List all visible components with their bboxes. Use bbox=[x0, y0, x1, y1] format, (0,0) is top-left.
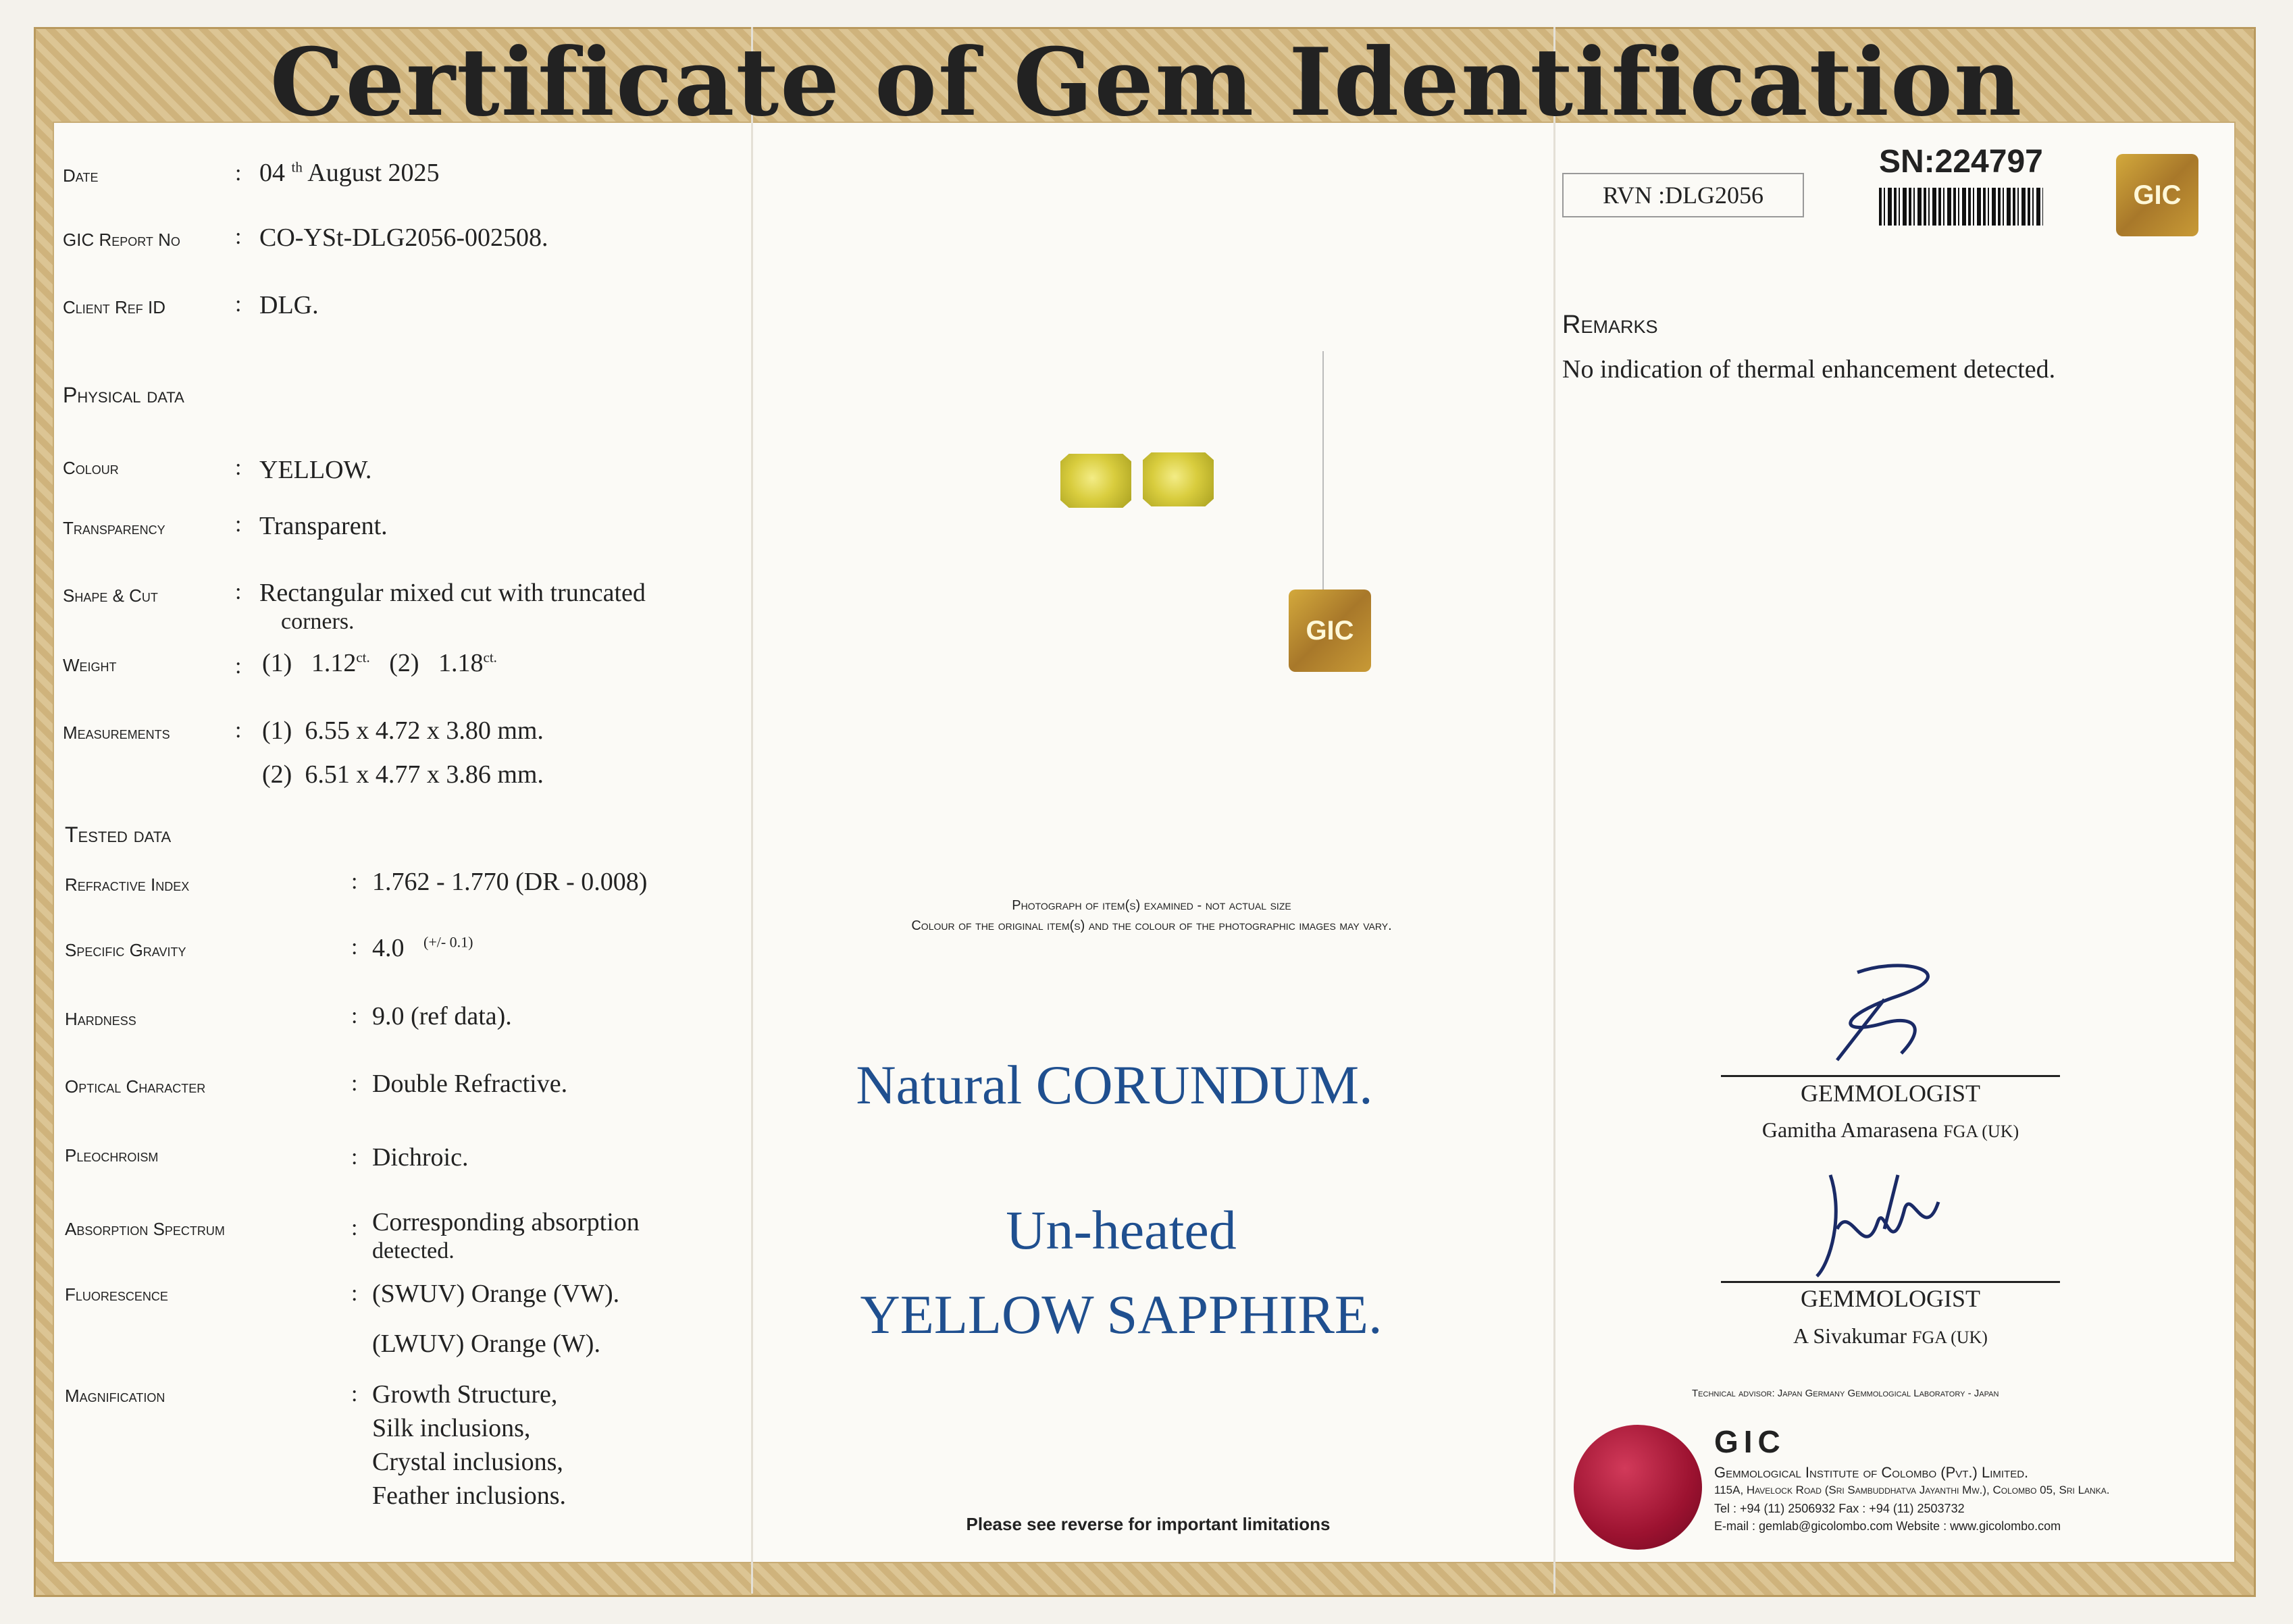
gic-hologram-sticker: GIC bbox=[2116, 154, 2198, 236]
report-value: CO-YSt-DLG2056-002508. bbox=[259, 224, 548, 252]
gemmologist-1-name: Gamitha Amarasena FGA (UK) bbox=[1761, 1118, 2019, 1142]
signature-line-2 bbox=[1721, 1281, 2060, 1283]
gem-photo-2 bbox=[1143, 452, 1214, 506]
colour-value: YELLOW. bbox=[259, 456, 372, 484]
result-treatment: Un-heated bbox=[1006, 1199, 1237, 1261]
colon: : bbox=[235, 224, 242, 249]
colon: : bbox=[351, 935, 358, 960]
fluorescence-value-2: (LWUV) Orange (W). bbox=[372, 1330, 600, 1358]
pleochroism-value: Dichroic. bbox=[372, 1143, 469, 1172]
measure-label: Measurements bbox=[63, 723, 170, 743]
measure-value-2: (2) 6.51 x 4.77 x 3.86 mm. bbox=[262, 760, 544, 789]
photo-note-1: Photograph of item(s) examined - not actual size bbox=[1012, 898, 1291, 913]
measure-value-1: (1) 6.55 x 4.72 x 3.80 mm. bbox=[262, 716, 544, 745]
ri-value: 1.762 - 1.770 (DR - 0.008) bbox=[372, 868, 648, 896]
org-email: E-mail : gemlab@gicolombo.com Website : www.gicolombo.com bbox=[1714, 1519, 2061, 1533]
signature-1 bbox=[1810, 959, 1972, 1080]
org-phone: Tel : +94 (11) 2506932 Fax : +94 (11) 2503732 bbox=[1714, 1502, 1965, 1515]
magnification-label: Magnification bbox=[65, 1386, 165, 1406]
colon: : bbox=[235, 455, 242, 480]
remarks-text: No indication of thermal enhancement detected. bbox=[1562, 355, 2056, 384]
magnification-value: Growth Structure, Silk inclusions, Crystal inclusions, Feather inclusions. bbox=[372, 1380, 567, 1511]
colon: : bbox=[351, 1145, 358, 1170]
signature-2 bbox=[1803, 1161, 1965, 1283]
optical-label: Optical Character bbox=[65, 1076, 206, 1097]
sg-label: Specific Gravity bbox=[65, 940, 186, 960]
colon: : bbox=[235, 292, 242, 317]
colon: : bbox=[351, 1382, 358, 1407]
remarks-heading: Remarks bbox=[1562, 311, 1658, 339]
reverse-note: Please see reverse for important limitations bbox=[966, 1514, 1331, 1534]
fluorescence-label: Fluorescence bbox=[65, 1284, 168, 1305]
ri-label: Refractive Index bbox=[65, 874, 190, 895]
org-short: GIC bbox=[1714, 1424, 1786, 1459]
date-label: Date bbox=[63, 165, 99, 186]
colon: : bbox=[235, 579, 242, 604]
transparency-label: Transparency bbox=[63, 518, 165, 538]
hardness-label: Hardness bbox=[65, 1009, 136, 1029]
gemmologist-1-title: GEMMOLOGIST bbox=[1801, 1080, 1980, 1107]
colon: : bbox=[235, 654, 242, 679]
weight-label: Weight bbox=[63, 655, 117, 675]
physical-heading: Physical data bbox=[63, 383, 184, 407]
gem-photo-1 bbox=[1060, 454, 1131, 508]
colon: : bbox=[235, 718, 242, 743]
fold-line bbox=[751, 27, 753, 1594]
colon: : bbox=[351, 1071, 358, 1096]
colon: : bbox=[351, 869, 358, 894]
client-label: Client Ref ID bbox=[63, 297, 166, 317]
pleochroism-label: Pleochroism bbox=[65, 1145, 159, 1165]
colon: : bbox=[235, 161, 242, 186]
gic-hologram-sticker: GIC bbox=[1289, 590, 1371, 672]
hologram-string bbox=[1322, 351, 1324, 594]
result-variety: YELLOW SAPPHIRE. bbox=[860, 1284, 1383, 1345]
result-species: Natural CORUNDUM. bbox=[856, 1054, 1373, 1116]
technical-advisor: Technical advisor: Japan Germany Gemmological Laboratory - Japan bbox=[1692, 1388, 1999, 1399]
certificate-title: Certificate of Gem Identification bbox=[269, 27, 2024, 137]
absorption-label: Absorption Spectrum bbox=[65, 1219, 225, 1239]
serial-number: SN:224797 bbox=[1879, 144, 2043, 180]
org-address: 115A, Havelock Road (Sri Sambuddhatva Jayanthi Mw.), Colombo 05, Sri Lanka. bbox=[1714, 1484, 2110, 1496]
gemmologist-2-title: GEMMOLOGIST bbox=[1801, 1285, 1980, 1312]
client-value: DLG. bbox=[259, 291, 319, 319]
photo-note-2: Colour of the original item(s) and the colour of the photographic images may vary. bbox=[911, 918, 1392, 933]
signature-line-1 bbox=[1721, 1075, 2060, 1077]
transparency-value: Transparent. bbox=[259, 512, 388, 540]
colon: : bbox=[235, 512, 242, 537]
wax-seal bbox=[1574, 1425, 1702, 1550]
weight-value: (1) $1.12^{ct.}$ (2) $1.18^{ct.}$ bbox=[262, 649, 497, 677]
sg-value: 4.0 $^{(+/- 0.1)}$ bbox=[372, 933, 473, 962]
shape-label: Shape & Cut bbox=[63, 585, 158, 606]
rvn-box: RVN :DLG2056 bbox=[1562, 173, 1804, 217]
barcode bbox=[1879, 188, 2043, 226]
report-label: GIC Report No bbox=[63, 230, 180, 250]
tested-heading: Tested data bbox=[65, 822, 172, 847]
colon: : bbox=[351, 1281, 358, 1306]
optical-value: Double Refractive. bbox=[372, 1070, 568, 1098]
gemmologist-2-name: A Sivakumar FGA (UK) bbox=[1793, 1324, 1988, 1348]
colon: : bbox=[351, 1215, 358, 1240]
colour-label: Colour bbox=[63, 458, 119, 478]
colon: : bbox=[351, 1003, 358, 1028]
hardness-value: 9.0 (ref data). bbox=[372, 1002, 512, 1030]
shape-value: Rectangular mixed cut with truncated corners. bbox=[259, 579, 646, 634]
fluorescence-value-1: (SWUV) Orange (VW). bbox=[372, 1280, 620, 1308]
absorption-value: Corresponding absorption detected. bbox=[372, 1208, 640, 1263]
fold-line bbox=[1553, 27, 1555, 1594]
org-full: Gemmological Institute of Colombo (Pvt.) Limited. bbox=[1714, 1464, 2029, 1481]
date-value: 04 $^{th}$ August 2025 bbox=[259, 159, 440, 187]
